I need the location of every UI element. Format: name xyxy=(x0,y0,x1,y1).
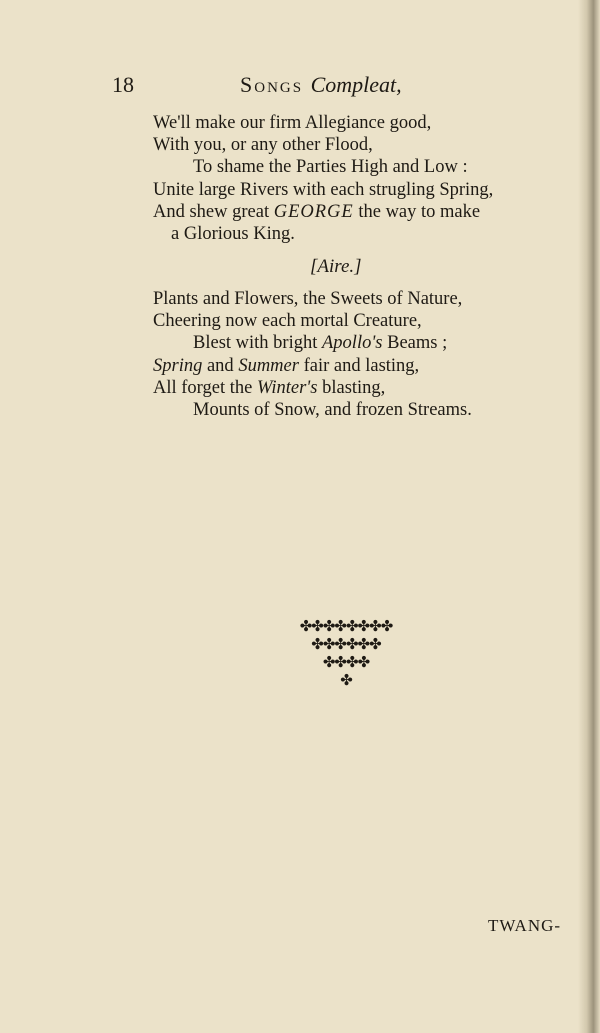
running-head-compleat: Compleat, xyxy=(310,72,402,97)
verse-text: blasting, xyxy=(317,377,386,398)
fleuron-ornament-icon xyxy=(276,618,416,690)
verse-line: Cheering now each mortal Creature, xyxy=(153,311,422,332)
verse-text: Beams ; xyxy=(382,333,448,354)
verse-emphasis: Summer xyxy=(238,355,299,376)
running-head-songs: Songs xyxy=(240,72,304,97)
verse-line xyxy=(153,377,583,399)
verse-emphasis: GEORGE xyxy=(273,201,354,222)
verse-emphasis: Winter's xyxy=(256,377,318,398)
verse-emphasis: Apollo's xyxy=(322,333,383,354)
ornament-row: ✤ xyxy=(340,673,352,689)
verse-text: and xyxy=(202,355,239,376)
aire-heading: [Aire.] xyxy=(310,256,362,277)
ornament-row: ✤✤✤✤✤✤ xyxy=(311,637,381,653)
verse-line: Plants and Flowers, the Sweets of Nature, xyxy=(153,289,463,309)
verse-line xyxy=(153,201,583,223)
verse-line xyxy=(153,332,583,354)
page-number: 18 xyxy=(112,72,134,97)
catchword: TWANG- xyxy=(488,916,562,935)
verse-text: And shew great xyxy=(153,201,274,222)
verse-line: With you, or any other Flood, xyxy=(153,135,373,156)
stanza-2 xyxy=(153,288,583,421)
running-head xyxy=(240,72,402,98)
stanza-1 xyxy=(153,112,583,245)
verse-line: a Glorious King. xyxy=(171,224,295,245)
verse-line: Mounts of Snow, and frozen Streams. xyxy=(193,400,472,421)
verse-text: All forget the xyxy=(153,377,257,398)
verse-text: Blest with bright xyxy=(193,333,322,354)
verse-text: the way to make xyxy=(353,201,481,222)
ornament-row: ✤✤✤✤ xyxy=(322,655,370,671)
verse-emphasis: Spring xyxy=(153,355,203,376)
verse-line: Unite large Rivers with each strugling Spring, xyxy=(153,179,494,200)
verse-line: We'll make our firm Allegiance good, xyxy=(153,113,432,133)
verse-text: fair and lasting, xyxy=(298,355,420,376)
ornament-row: ✤✤✤✤✤✤✤✤ xyxy=(299,619,393,635)
verse-line xyxy=(153,355,583,377)
verse-line: To shame the Parties High and Low : xyxy=(193,157,468,178)
